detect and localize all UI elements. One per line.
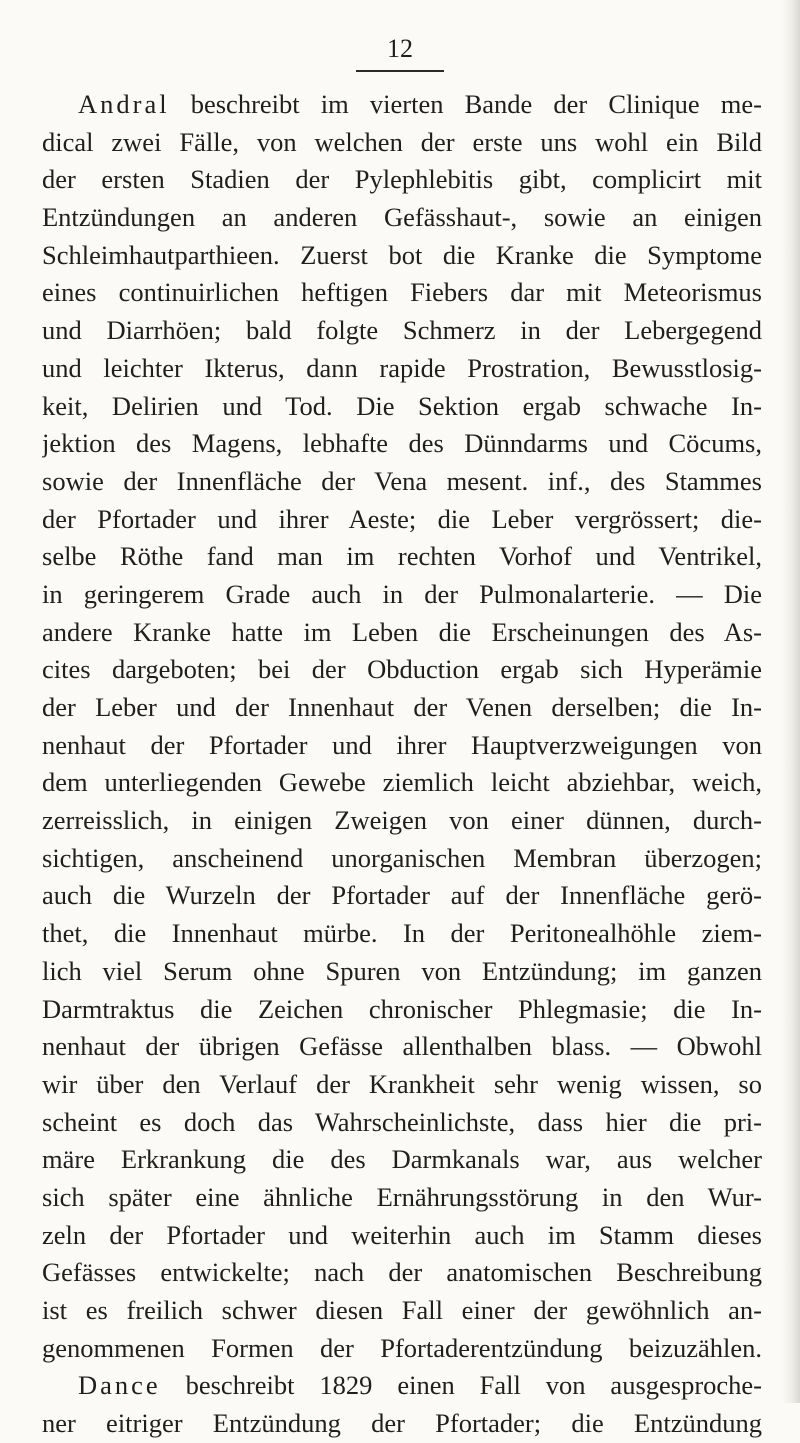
text-line: sowie der Innenfläche der Vena mesent. inf., des Stammes	[42, 465, 762, 496]
text-line: Entzündungen an anderen Gefässhaut-, sowie an einigen	[42, 202, 762, 233]
text-line: wir über den Verlauf der Krankheit sehr wenig wissen, so	[42, 1068, 762, 1099]
text-line: keit, Delirien und Tod. Die Sektion ergab schwache In-	[42, 390, 762, 421]
text-line: dical zwei Fälle, von welchen der erste uns wohl ein Bild	[42, 126, 762, 157]
text-line: und Diarrhöen; bald folgte Schmerz in der Lebergegend	[42, 315, 762, 346]
author-name: Andral	[78, 89, 170, 119]
text-line: der Leber und der Innenhaut der Venen derselben; die In-	[42, 692, 762, 722]
text-line: lich viel Serum ohne Spuren von Entzündung; im ganzen	[42, 955, 762, 986]
text-line: zerreisslich, in einigen Zweigen von einer dünnen, durch-	[42, 805, 762, 836]
text-line: thet, die Innenhaut mürbe. In der Peritonealhöhle ziem-	[42, 918, 762, 949]
text-line: der ersten Stadien der Pylephlebitis gibt, complicirt mit	[42, 164, 762, 195]
text-line: jektion des Magens, lebhafte des Dünndarms und Cöcums,	[42, 428, 762, 459]
text-line: dem unterliegenden Gewebe ziemlich leicht abziehbar, weich,	[42, 767, 762, 798]
text-line: eines continuirlichen heftigen Fiebers dar mit Meteorismus	[42, 277, 762, 308]
text-line: sichtigen, anscheinend unorganischen Membran überzogen;	[42, 842, 762, 873]
text-line: scheint es doch das Wahrscheinlichste, dass hier die pri-	[42, 1106, 762, 1137]
text-line: sich später eine ähnliche Ernährungsstörung in den Wur-	[42, 1181, 762, 1212]
text-line: zeln der Pfortader und weiterhin auch im Stamm dieses	[42, 1219, 762, 1250]
text-line: Schleimhautparthieen. Zuerst bot die Kranke die Symptome	[42, 239, 762, 270]
text-line: andere Kranke hatte im Leben die Erscheinungen des As-	[42, 616, 762, 647]
text-line: Dance beschreibt 1829 einen Fall von ausgesproche-	[78, 1370, 762, 1401]
text-line: nenhaut der übrigen Gefässe allenthalben blass. — Obwohl	[42, 1031, 762, 1062]
text-line: Darmtraktus die Zeichen chronischer Phlegmasie; die In-	[42, 993, 762, 1024]
text-line: nenhaut der Pfortader und ihrer Hauptverzweigungen von	[42, 729, 762, 760]
text-line: auch die Wurzeln der Pfortader auf der Innenfläche gerö-	[42, 880, 762, 911]
text-line: in geringerem Grade auch in der Pulmonalarterie. — Die	[42, 578, 762, 609]
text-line: ner eitriger Entzündung der Pfortader; die Entzündung	[42, 1408, 762, 1439]
body-text	[42, 86, 762, 1443]
page-number-rule	[356, 70, 444, 72]
page-edge-shadow	[782, 0, 800, 1403]
text-line: und leichter Ikterus, dann rapide Prostration, Bewusstlosig-	[42, 352, 762, 383]
text-line: der Pfortader und ihrer Aeste; die Leber vergrössert; die-	[42, 503, 762, 534]
text-line: cites dargeboten; bei der Obduction ergab sich Hyperämie	[42, 654, 762, 685]
author-name: Dance	[78, 1370, 161, 1401]
text-line: selbe Röthe fand man im rechten Vorhof und Ventrikel,	[42, 541, 762, 572]
text-line: genommenen Formen der Pfortaderentzündung beizuzählen.	[42, 1332, 762, 1363]
text-line: ist es freilich schwer diesen Fall einer der gewöhnlich an-	[42, 1295, 762, 1325]
text-line: Gefässes entwickelte; nach der anatomischen Beschreibung	[42, 1257, 762, 1288]
text-line: Andral beschreibt im vierten Bande der Clinique me-	[78, 89, 762, 119]
text-line: märe Erkrankung die des Darmkanals war, aus welcher	[42, 1144, 762, 1175]
page-number: 12	[387, 34, 413, 63]
